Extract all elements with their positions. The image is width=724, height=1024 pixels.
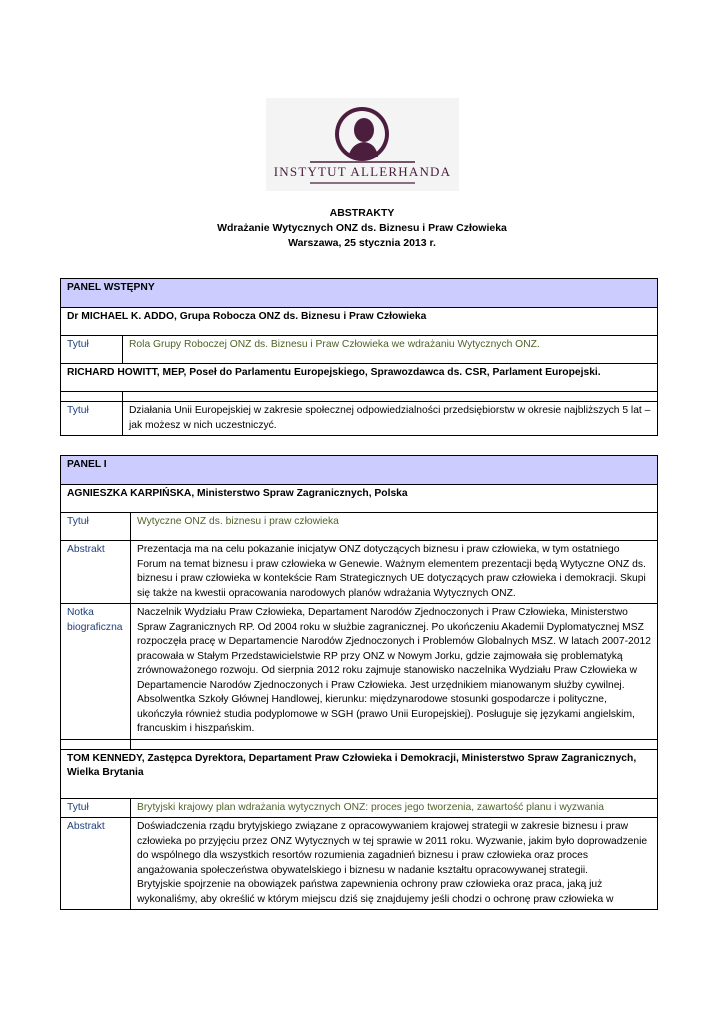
title-label: Tytuł [61, 402, 123, 436]
doc-subtitle: Wdrażanie Wytycznych ONZ ds. Biznesu i Praw Człowieka [217, 222, 507, 234]
panel-intro-heading: PANEL WSTĘPNY [61, 279, 658, 308]
doc-title: ABSTRAKTY [329, 207, 395, 219]
speaker-karpinska: AGNIESZKA KARPIŃSKA, Ministerstwo Spraw Zagranicznych, Polska [61, 485, 658, 513]
panel-1-table [60, 455, 658, 910]
speaker-addo: Dr MICHAEL K. ADDO, Grupa Robocza ONZ ds. Biznesu i Praw Człowieka [61, 308, 658, 336]
title-label: Tytuł [61, 798, 131, 818]
abstract-paragraph: Doświadczenia rządu brytyjskiego związane z opracowywaniem krajowej strategii w zakresie biznesu i praw człowieka po przyjęciu przez ONZ Wytycznych w tej sprawie w 2011 roku. Wyzwanie, jakim było doprowadzenie do wspólnego dla wszystkich resortów rozumienia zagadnień biznesu i praw człowieka oraz proces angażowania społeczeństwa obywatelskiego i biznesu w nadanie kształtu opracowywanej strategii. [137, 821, 648, 876]
speaker-kennedy: TOM KENNEDY, Zastępca Dyrektora, Departament Praw Człowieka i Demokracji, Ministerstwo Spraw Zagranicznych, Wielka Brytania [61, 749, 658, 798]
bio-label: Notka biograficzna [61, 604, 131, 740]
abstract-label: Abstrakt [61, 541, 131, 604]
speaker-howitt-title: Działania Unii Europejskiej w zakresie społecznej odpowiedzialności przedsiębiorstw w okresie najbliższych 5 lat – jak możesz w nich uczestniczyć. [123, 402, 658, 436]
abstract-label: Abstrakt [61, 818, 131, 910]
logo-text: INSTYTUT ALLERHANDA [273, 164, 452, 179]
abstract-paragraph: Brytyjskie spojrzenie na obowiązek państwa zapewnienia ochrony praw człowieka oraz praca, jaką już wykonaliśmy, aby określić w którym miejscu dziś się znajdujemy jeśli chodzi o ochronę praw człowieka w [137, 879, 614, 905]
speaker-kennedy-abstract [131, 818, 658, 910]
speaker-addo-title: Rola Grupy Roboczej ONZ ds. Biznesu i Praw Człowieka we wdrażaniu Wytycznych ONZ. [123, 336, 658, 364]
speaker-karpinska-abstract: Prezentacja ma na celu pokazanie inicjatyw ONZ dotyczących biznesu i praw człowieka, w tym ostatniego Forum na temat biznesu i praw człowieka w Genewie. Ważnym elementem prezentacji będą Wytyczne ONZ ds. biznesu i praw człowieka w kontekście Ram Strategicznych UE dotyczących praw człowieka i demokracji. Skupi się także na kwestii opracowania narodowych planów wdrażania Wytycznych ONZ. [131, 541, 658, 604]
doc-date: Warszawa, 25 stycznia 2013 r. [288, 237, 436, 249]
title-label: Tytuł [61, 513, 131, 541]
speaker-kennedy-title: Brytyjski krajowy plan wdrażania wytycznych ONZ: proces jego tworzenia, zawartość planu i wyzwania [131, 798, 658, 818]
speaker-howitt: RICHARD HOWITT, MEP, Poseł do Parlamentu Europejskiego, Sprawozdawca ds. CSR, Parlament Europejski. [61, 364, 658, 392]
speaker-karpinska-bio: Naczelnik Wydziału Praw Człowieka, Departament Narodów Zjednoczonych i Praw Człowieka, Ministerstwo Spraw Zagranicznych RP. Od 2004 roku w służbie zagranicznej. Po ukończeniu Akademii Dyplomatycznej MSZ rozpoczęła pracę w Departamencie Narodów Zjednoczonych i Problemów Globalnych MSZ. W latach 2007-2012 pracowała w Stałym Przedstawicielstwie RP przy ONZ w Nowym Jorku, gdzie zajmowała się problematyką zrównoważonego rozwoju. Od sierpnia 2012 roku zajmuje stanowisko naczelnika Wydziału Praw Człowieka w Departamencie Narodów Zjednoczonych i Praw Człowieka. Jest urzędnikiem mianowanym służby cywilnej. Absolwentka Szkoły Głównej Handlowej, kierunku: międzynarodowe stosunki gospodarcze i polityczne, ukończyła również studia podyplomowe w SGH (prawo Unii Europejskiej). Posługuje się językami angielskim, francuskim i hiszpańskim. [131, 604, 658, 740]
institute-logo [266, 98, 459, 191]
speaker-karpinska-title: Wytyczne ONZ ds. biznesu i praw człowieka [131, 513, 658, 541]
panel-1-heading: PANEL I [61, 456, 658, 485]
title-label: Tytuł [61, 336, 123, 364]
panel-intro-table [60, 278, 658, 436]
